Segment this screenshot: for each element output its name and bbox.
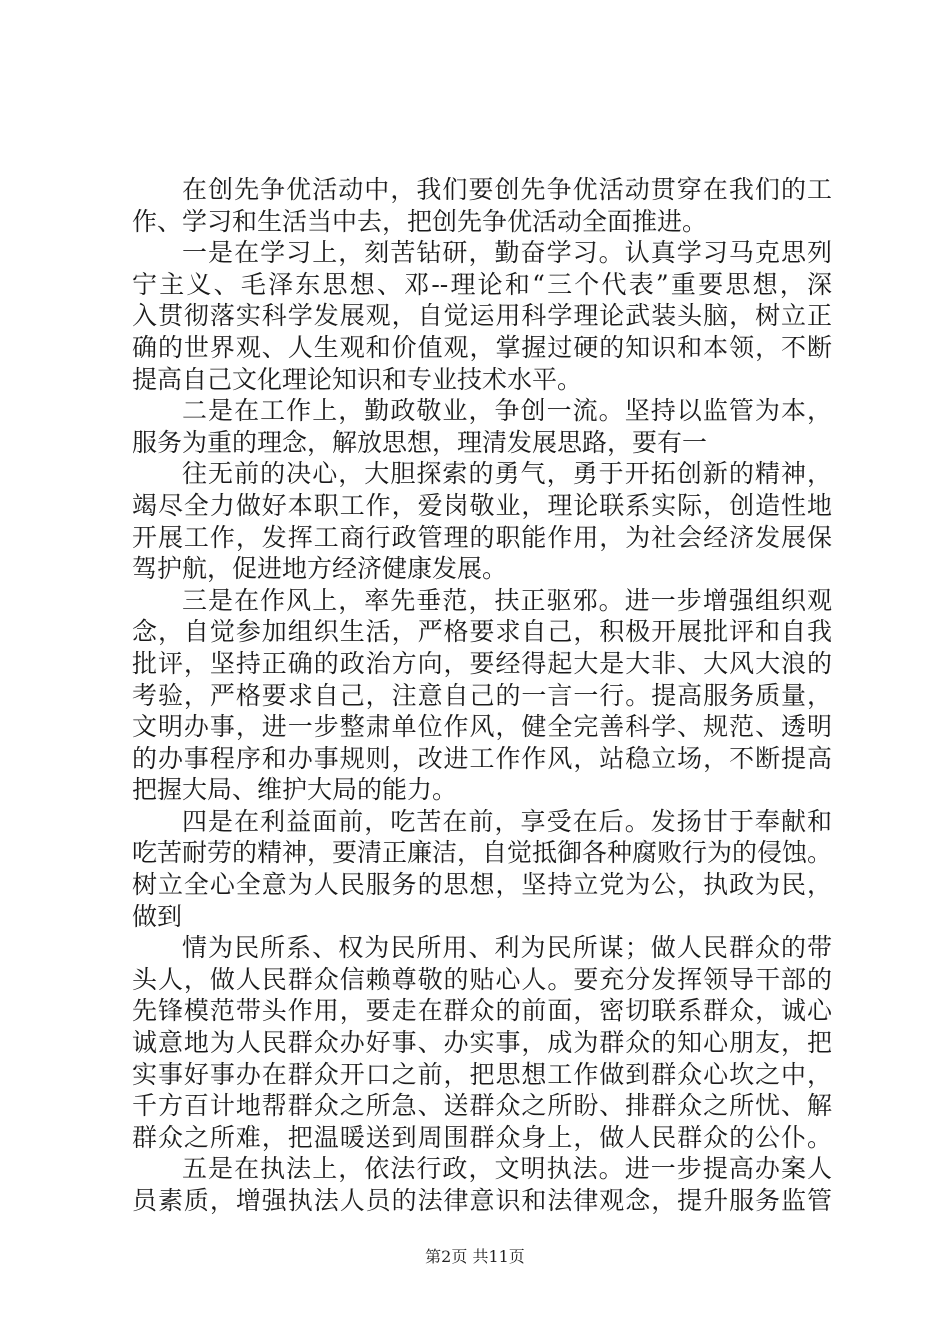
- text-line: 三是在作风上，率先垂范，扶正驱邪。进一步增强组织观: [182, 585, 832, 615]
- text-line: 树立全心全意为人民服务的思想，坚持立党为公，执政为民，: [132, 870, 832, 900]
- text-line: 一是在学习上，刻苦钻研，勤奋学习。认真学习马克思列: [182, 238, 832, 268]
- text-line: 四是在利益面前，吃苦在前，享受在后。发扬甘于奉献和: [182, 806, 832, 836]
- text-line: 批评，坚持正确的政治方向，要经得起大是大非、大风大浪的: [132, 648, 832, 678]
- text-line: 考验，严格要求自己，注意自己的一言一行。提高服务质量，: [132, 680, 832, 710]
- text-line: 群众之所难，把温暖送到周围群众身上，做人民群众的公仆。: [132, 1122, 832, 1152]
- text-line: 开展工作，发挥工商行政管理的职能作用，为社会经济发展保: [132, 522, 832, 552]
- text-line: 先锋模范带头作用，要走在群众的前面，密切联系群众，诚心: [132, 996, 832, 1026]
- text-line: 情为民所系、权为民所用、利为民所谋；做人民群众的带: [182, 933, 832, 963]
- text-line: 把握大局、维护大局的能力。: [132, 775, 458, 805]
- text-line: 二是在工作上，勤政敬业，争创一流。坚持以监管为本，: [182, 396, 832, 426]
- text-line: 在创先争优活动中，我们要创先争优活动贯穿在我们的工: [182, 175, 832, 204]
- text-line: 入贯彻落实科学发展观，自觉运用科学理论武装头脑，树立正: [132, 301, 832, 331]
- text-line: 员素质，增强执法人员的法律意识和法律观念，提升服务监管: [132, 1186, 832, 1215]
- text-line: 文明办事，进一步整肃单位作风，健全完善科学、规范、透明: [132, 712, 832, 742]
- text-line: 千方百计地帮群众之所急、送群众之所盼、排群众之所忧、解: [132, 1091, 832, 1121]
- page-footer: 第2页 共11页: [425, 1247, 525, 1266]
- text-line: 诚意地为人民群众办好事、办实事，成为群众的知心朋友，把: [132, 1028, 832, 1058]
- text-line: 做到: [132, 901, 183, 931]
- text-line: 宁主义、毛泽东思想、邓--理论和“三个代表”重要思想，深: [132, 269, 832, 299]
- text-line: 的办事程序和办事规则，改进工作作风，站稳立场，不断提高: [132, 743, 832, 773]
- text-line: 提高自己文化理论知识和专业技术水平。: [132, 364, 583, 394]
- text-line: 竭尽全力做好本职工作，爱岗敬业，理论联系实际，创造性地: [132, 490, 832, 520]
- text-line: 往无前的决心，大胆探索的勇气，勇于开拓创新的精神，: [182, 459, 832, 489]
- text-line: 驾护航，促进地方经济健康发展。: [132, 554, 508, 584]
- text-line: 五是在执法上，依法行政，文明执法。进一步提高办案人: [182, 1154, 832, 1184]
- text-line: 吃苦耐劳的精神，要清正廉洁，自觉抵御各种腐败行为的侵蚀。: [132, 838, 833, 868]
- text-line: 确的世界观、人生观和价值观，掌握过硬的知识和本领，不断: [132, 332, 832, 362]
- text-line: 念，自觉参加组织生活，严格要求自己，积极开展批评和自我: [132, 617, 832, 647]
- text-line: 头人，做人民群众信赖尊敬的贴心人。要充分发挥领导干部的: [132, 964, 832, 994]
- text-line: 实事好事办在群众开口之前，把思想工作做到群众心坎之中，: [132, 1059, 832, 1089]
- document-body: [132, 174, 832, 1217]
- text-line: 服务为重的理念，解放思想，理清发展思路，要有一: [132, 427, 708, 457]
- text-line: 作、学习和生活当中去，把创先争优活动全面推进。: [132, 206, 708, 236]
